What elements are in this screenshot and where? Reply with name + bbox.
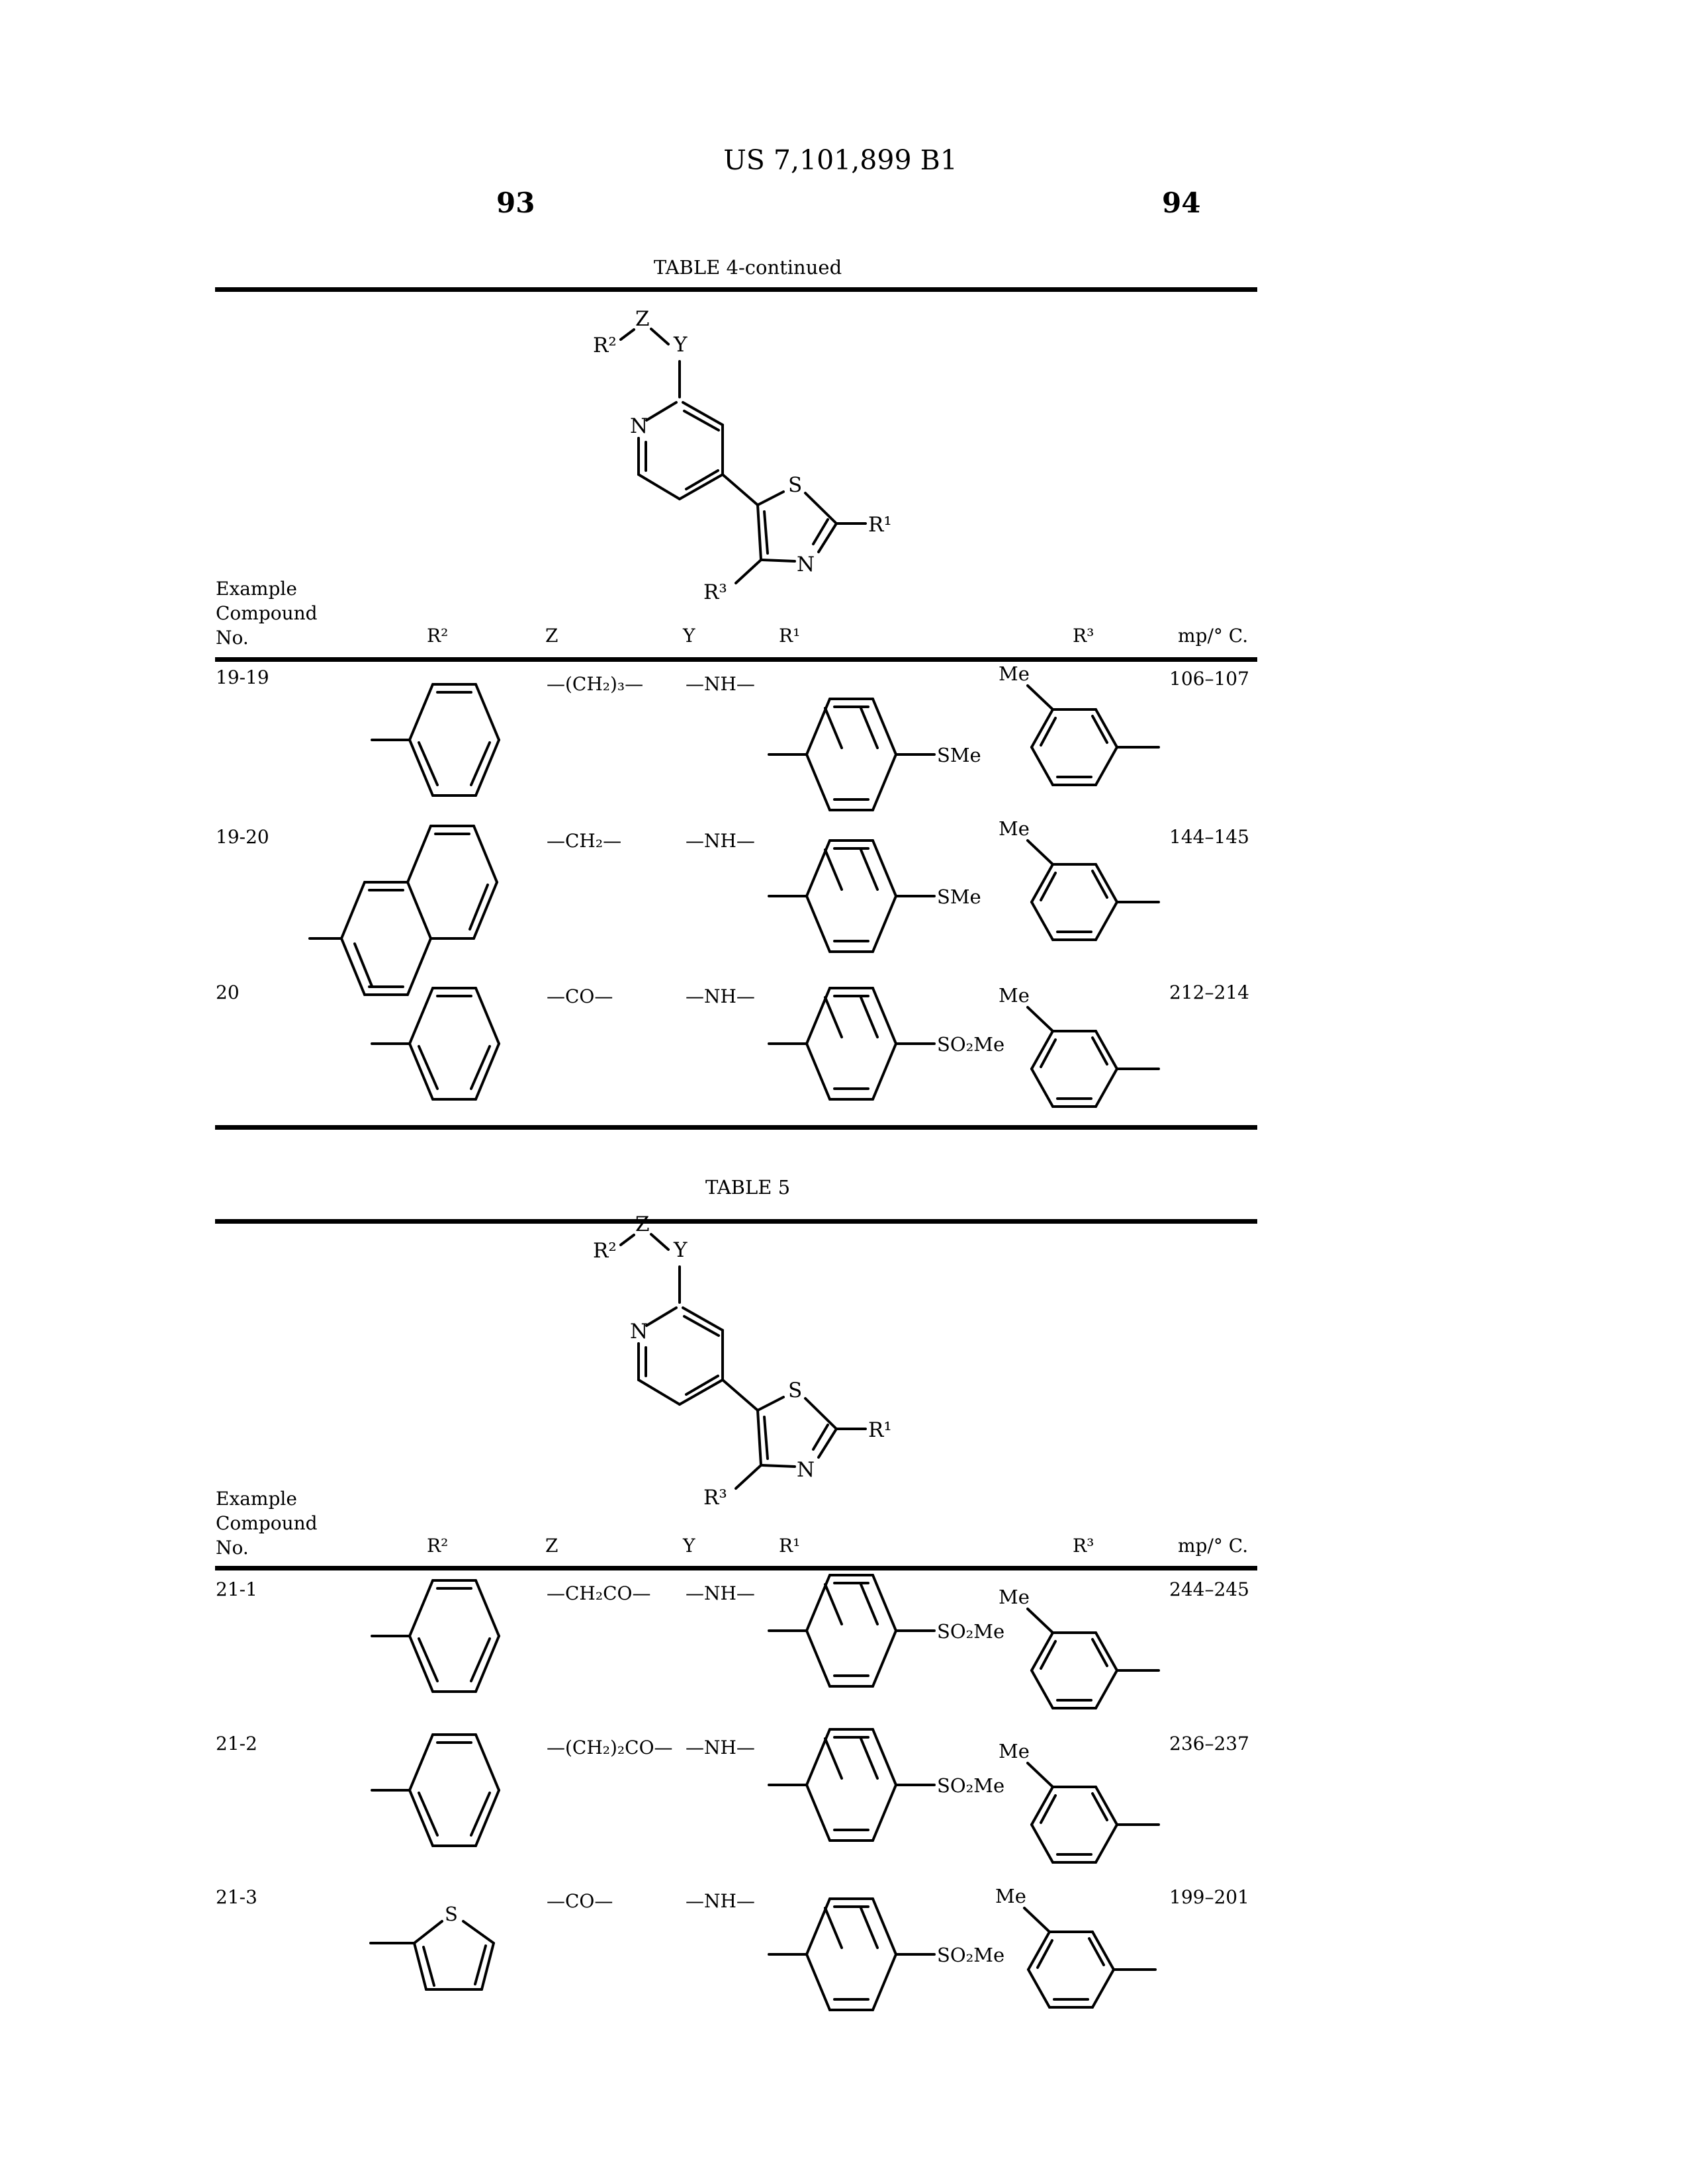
thiazole-n-label: N xyxy=(797,553,815,576)
y-label: Y xyxy=(674,1238,688,1262)
r2-label: R² xyxy=(593,334,617,357)
z-value: —CH₂CO— xyxy=(547,1582,651,1604)
r2-structure-naphthyl xyxy=(310,821,508,998)
z-label: Z xyxy=(635,307,650,331)
table4-header-mp: mp/° C. xyxy=(1178,625,1249,647)
mp-value: 212–214 xyxy=(1169,981,1249,1003)
r3-structure-mtolyl xyxy=(996,1584,1161,1716)
r1-label: R¹ xyxy=(868,513,892,537)
table4-header-r1: R¹ xyxy=(779,625,801,647)
r3-structure-mtolyl xyxy=(993,1883,1158,2015)
row-no: 21-2 xyxy=(216,1733,257,1754)
pyridine-n-label: N xyxy=(630,1320,648,1343)
r2-structure-phenyl xyxy=(372,983,511,1105)
r1-structure-so2me-phenyl xyxy=(769,983,1014,1105)
r2-structure-phenyl xyxy=(372,1575,511,1698)
z-label: Z xyxy=(635,1212,650,1236)
r3-structure-mtolyl xyxy=(996,1738,1161,1870)
r3-structure-mtolyl xyxy=(996,660,1161,793)
table4-header-z: Z xyxy=(545,625,558,647)
table5-header-example: Example xyxy=(216,1488,297,1510)
me-label: Me xyxy=(995,1885,1026,1907)
column-number-left: 93 xyxy=(496,187,535,219)
r3-label: R³ xyxy=(703,1486,727,1510)
column-number-right: 94 xyxy=(1162,187,1201,219)
r1-structure-sme-phenyl xyxy=(769,835,987,958)
table4-header-compound: Compound xyxy=(216,602,318,624)
r1-structure-so2me-phenyl xyxy=(769,1570,1014,1692)
mp-value: 106–107 xyxy=(1169,668,1249,690)
mp-value: 236–237 xyxy=(1169,1733,1249,1754)
y-value: —NH— xyxy=(686,1890,755,1912)
thiazole-n-label: N xyxy=(797,1458,815,1482)
patent-number: US 7,101,899 B1 xyxy=(723,144,958,176)
r1-structure-sme-phenyl xyxy=(769,694,987,816)
so2me-label: SO₂Me xyxy=(937,1620,1005,1643)
thiazole-s-label: S xyxy=(788,1379,803,1402)
y-value: —NH— xyxy=(686,1737,755,1758)
table5-header-z: Z xyxy=(545,1535,558,1557)
r2-structure-phenyl xyxy=(372,679,511,801)
table5-header-r2: R² xyxy=(427,1535,449,1557)
y-label: Y xyxy=(674,333,688,357)
me-label: Me xyxy=(999,984,1030,1007)
r2-structure-phenyl xyxy=(372,1729,511,1852)
mp-value: 244–245 xyxy=(1169,1578,1249,1600)
row-no: 21-1 xyxy=(216,1578,257,1600)
r3-structure-mtolyl xyxy=(996,815,1161,948)
thiazole-s-label: S xyxy=(788,473,803,497)
row-no: 19-20 xyxy=(216,826,269,848)
table4-title: TABLE 4-continued xyxy=(653,256,842,279)
r1-structure-so2me-phenyl xyxy=(769,1893,1014,2016)
table4-header-example: Example xyxy=(216,578,297,600)
y-value: —NH— xyxy=(686,985,755,1007)
so2me-label: SO₂Me xyxy=(937,1944,1005,1966)
table4-header-no: No. xyxy=(216,627,249,649)
r1-label: R¹ xyxy=(868,1418,892,1442)
me-label: Me xyxy=(999,1586,1030,1608)
z-value: —CH₂— xyxy=(547,830,622,852)
table5-header-no: No. xyxy=(216,1537,249,1559)
so2me-label: SO₂Me xyxy=(937,1033,1005,1056)
table4-header-r3: R³ xyxy=(1073,625,1094,647)
r3-structure-mtolyl xyxy=(996,982,1161,1115)
sme-label: SMe xyxy=(937,886,981,908)
core-structure-table5 xyxy=(569,1197,913,1514)
me-label: Me xyxy=(999,662,1030,685)
table5-header-compound: Compound xyxy=(216,1512,318,1534)
pyridine-n-label: N xyxy=(630,414,648,438)
z-value: —(CH₂)₂CO— xyxy=(547,1737,673,1758)
core-structure-table4 xyxy=(569,291,913,609)
r1-structure-so2me-phenyl xyxy=(769,1724,1014,1846)
mp-value: 199–201 xyxy=(1169,1886,1249,1908)
table5-header-r1: R¹ xyxy=(779,1535,801,1557)
row-no: 19-19 xyxy=(216,666,269,688)
table5-header-r3: R³ xyxy=(1073,1535,1094,1557)
r2-structure-thienyl xyxy=(371,1891,536,2001)
table5-header-y: Y xyxy=(683,1535,695,1557)
table5-header-mp: mp/° C. xyxy=(1178,1535,1249,1557)
so2me-label: SO₂Me xyxy=(937,1774,1005,1797)
table4-bottom-rule xyxy=(215,1125,1257,1130)
row-no: 20 xyxy=(216,981,240,1003)
row-no: 21-3 xyxy=(216,1886,257,1908)
table4-header-r2: R² xyxy=(427,625,449,647)
z-value: —CO— xyxy=(547,1890,613,1912)
y-value: —NH— xyxy=(686,830,755,852)
me-label: Me xyxy=(999,817,1030,840)
sme-label: SMe xyxy=(937,744,981,766)
r3-label: R³ xyxy=(703,580,727,604)
mp-value: 144–145 xyxy=(1169,826,1249,848)
r2-label: R² xyxy=(593,1239,617,1263)
table5-header-rule xyxy=(215,1566,1257,1570)
y-value: —NH— xyxy=(686,673,755,695)
z-value: —CO— xyxy=(547,985,613,1007)
z-value: —(CH₂)₃— xyxy=(547,673,644,695)
y-value: —NH— xyxy=(686,1582,755,1604)
table4-header-y: Y xyxy=(683,625,695,647)
table5-title: TABLE 5 xyxy=(705,1176,791,1199)
me-label: Me xyxy=(999,1740,1030,1762)
s-label: S xyxy=(445,1903,458,1925)
